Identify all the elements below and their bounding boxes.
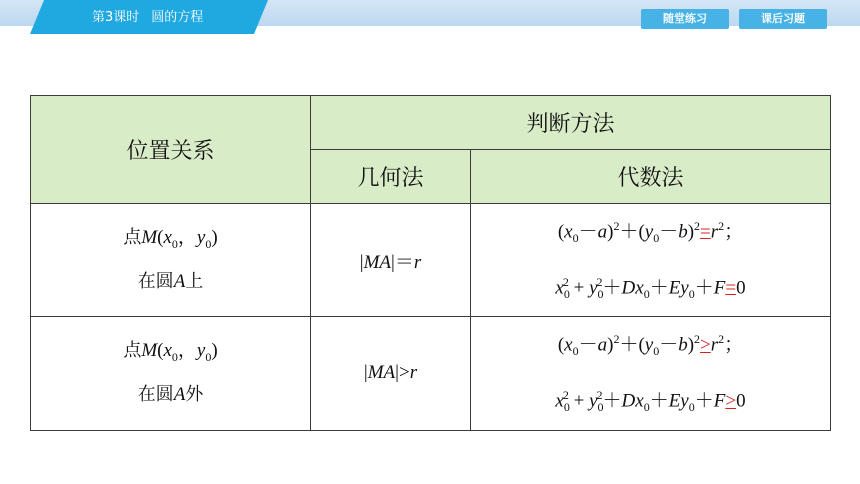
header-geometric: 几何法 [311,150,471,204]
alg-line-1: $(x_0-a)^2+(y_0-b)^2>r^2$； [557,332,744,359]
alg-line-2: $x_0^2 + y_0^2+Dx_0+Ey_0+F>0$ [555,388,746,415]
position-relation-table [30,95,831,431]
header-position: 位置关系 [31,96,311,204]
algebraic-cell [471,204,831,317]
geometric-cell: |MA|＝r [311,204,471,317]
lesson-number: 第3课时 [92,10,140,25]
lesson-title: 圆的方程 [151,10,204,25]
relation-symbol: = [700,221,711,243]
relation-symbol: > [700,334,711,356]
top-banner [0,0,860,34]
point-line: 点$M(x_0$，$y_0$) [123,340,218,365]
header-algebraic: 代数法 [471,150,831,204]
algebraic-cell [471,317,831,430]
header-method: 判断方法 [311,96,831,150]
geometric-cell: |MA|>r [311,317,471,430]
relation-symbol: > [725,390,737,412]
condition-cell [31,317,311,430]
table-row [31,317,831,430]
position-line: 在圆A上 [137,271,204,293]
practice-button[interactable]: 随堂练习 [641,9,729,29]
homework-button[interactable]: 课后习题 [739,9,827,29]
position-line: 在圆A外 [137,384,204,406]
lesson-heading [92,6,215,25]
relation-symbol: = [725,277,737,299]
point-line: 点$M(x_0$，$y_0$) [123,227,218,252]
alg-line-2: $x_0^2 + y_0^2+Dx_0+Ey_0+F=0$ [555,275,746,302]
alg-line-1: $(x_0-a)^2+(y_0-b)^2=r^2$； [557,219,744,246]
table-row [31,204,831,317]
condition-cell [31,204,311,317]
